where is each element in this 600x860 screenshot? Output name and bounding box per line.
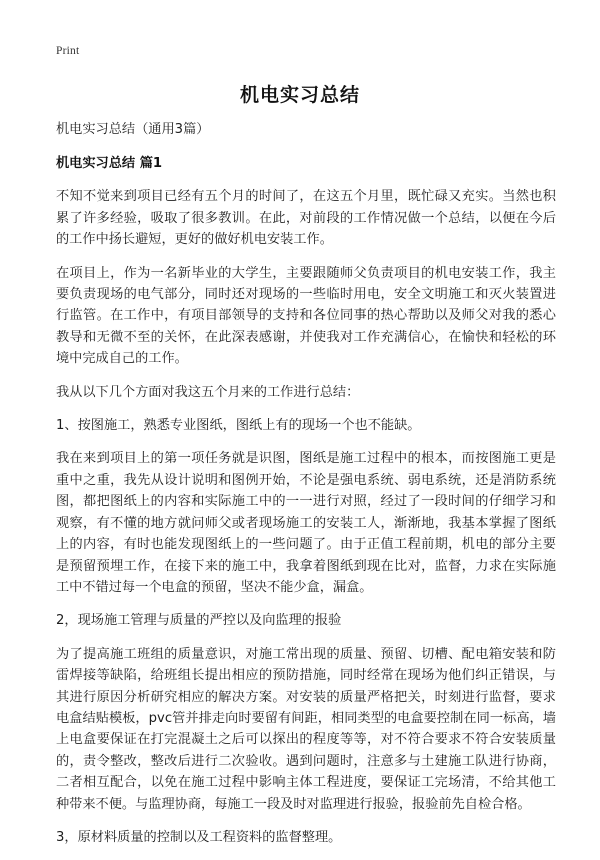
paragraph-summary-lead: 我从以下几个方面对我这五个月来的工作进行总结：	[56, 384, 360, 400]
section-heading: 机电实习总结 篇1	[56, 156, 163, 172]
page-title: 机电实习总结	[239, 84, 360, 106]
list-heading-2: 2，现场施工管理与质量的严控以及向监理的报验	[56, 613, 342, 629]
paragraph-drawings: 我在来到项目上的第一项任务就是识图，图纸是施工过程中的根本，而按图施工更是重中之重，我先从设计说明和图例开始，不论是强电系统、弱电系统，还是消防系统图，都把图纸上的内容和实际施工中的一一进行对照，经过了一段时间的仔细学习和观察，有不懂的地方就问师父或者现场施工的安装工人，渐渐地，我基本掌握了图纸上的内容，有时也能发现图纸上的一些问题了。由于正值工程前期，机电的部分主要是预留预埋工作，在接下来的施工中，我拿着图纸到现在比对，监督，力求在实际施工中不错过每一个电盒的预留，坚决不能少盒，漏盒。	[56, 451, 556, 595]
paragraph-quality: 为了提高施工班组的质量意识，对施工常出现的质量、预留、切槽、配电箱安装和防雷焊接等缺陷，给班组长提出相应的预防措施，同时经常在现场为他们纠正错误，与其进行原因分析研究相应的解决方案。对安装的质量严格把关，时刻进行监督，要求电盒结贴模板，pvc管并排走向时要留有间距，相同类型的电盒要控制在同一标高，墙上电盒要保证在打完混凝土之后可以探出的程度等等，对不符合要求不符合安装质量的，责令整改，整改后进行二次验收。遇到问题时，注意多与土建施工队进行协商，二者相互配合，以免在施工过程中影响主体工程进度，要保证工完场清，不给其他工种带来不便。与监理协商，每施工一段及时对监理进行报验，报验前先自检合格。	[56, 646, 556, 812]
print-link[interactable]: Print	[56, 45, 80, 57]
paragraph-role: 在项目上，作为一名新毕业的大学生，主要跟随师父负责项目的机电安装工作，我主要负责现场的电气部分，同时还对现场的一些临时用电，安全文明施工和灭火装置进行监管。在工作中，有项目部领导的支持和各位同事的热心帮助以及师父对我的悉心教导和无微不至的关怀，在此深表感谢，并使我对工作充满信心，在愉快和轻松的环境中完成自己的工作。	[56, 265, 556, 367]
document-body	[56, 119, 556, 860]
list-heading-3: 3，原材料质量的控制以及工程资料的监督整理。	[56, 829, 342, 845]
document-subtitle: 机电实习总结（通用3篇）	[56, 122, 210, 137]
list-heading-1: 1、按图施工，熟悉专业图纸，图纸上有的现场一个也不能缺。	[56, 418, 421, 434]
paragraph-intro: 不知不觉来到项目已经有五个月的时间了，在这五个月里，既忙碌又充实。当然也积累了许多经验，吸取了很多教训。在此，对前段的工作情况做一个总结，以便在今后的工作中扬长避短，更好的做好机电安装工作。	[56, 189, 556, 248]
